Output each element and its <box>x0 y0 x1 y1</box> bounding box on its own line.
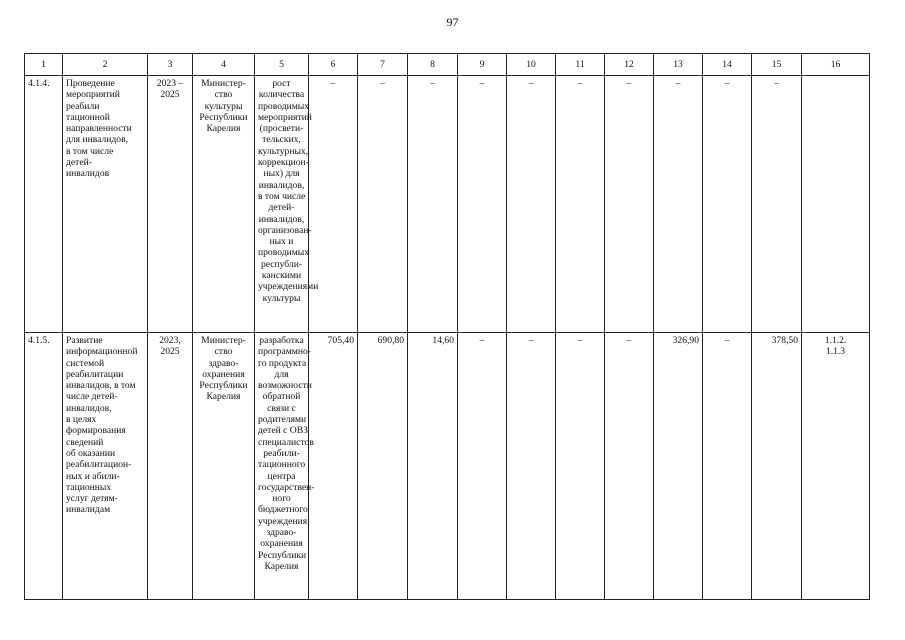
value-cell: – <box>556 76 605 333</box>
cell-text-line: инвалидов, в том <box>66 380 136 392</box>
cell-text-line: (просвети- <box>259 123 304 135</box>
value-cell: – <box>703 333 752 600</box>
cell-text-line: бюджетного <box>258 504 308 516</box>
cell-text-line: 1.1.2. <box>824 335 847 346</box>
cell-text-line: культурных, <box>258 145 309 157</box>
cell-text-line: обратной <box>262 391 301 403</box>
cell-text-line: реабили- <box>263 447 300 459</box>
cell-text-line: коррекцион- <box>258 157 309 169</box>
cell-text-line: формирования <box>66 425 126 437</box>
cell-text-line: 2025 <box>160 89 180 101</box>
value-cell: 690,80 <box>358 333 408 600</box>
cell-text-line: связи с <box>267 402 296 414</box>
cell-text-line: 2025 <box>160 346 180 358</box>
cell-text-line: Карелия <box>264 560 299 572</box>
cell-text-line: детей- <box>268 202 295 214</box>
cell-text-line: го продукта <box>258 357 307 369</box>
cell-text-line: для <box>274 368 289 380</box>
value-cell: – <box>605 76 654 333</box>
cell-text-line: проводимых <box>258 100 310 112</box>
row-number: 4.1.5. <box>25 333 63 600</box>
cell-text-line: Карелия <box>206 391 241 403</box>
page-number: 97 <box>446 15 459 29</box>
cell-text-line: государствен- <box>258 481 315 493</box>
cell-text-line: реабилитации <box>66 368 124 380</box>
column-header: 11 <box>556 54 605 76</box>
cell-text-line: здраво- <box>266 527 297 539</box>
cell-text-line: специалистов <box>258 436 314 448</box>
cell-text-line: инвалидов, <box>66 402 112 414</box>
cell-text-line: числе детей- <box>66 391 118 403</box>
cell-text-line: охранения <box>202 368 245 380</box>
cell-text-line: родителями <box>258 414 307 426</box>
cell-text-line: рост <box>272 78 291 89</box>
value-cell: – <box>507 333 556 600</box>
cell-text-line: Развитие <box>66 335 103 346</box>
cell-text-line: разработка <box>259 335 304 346</box>
cell-text-line: в целях <box>66 414 97 426</box>
cell-text-line: Республики <box>199 380 248 392</box>
cell-text-line: тационных <box>66 481 112 493</box>
value-cell: 326,90 <box>654 333 703 600</box>
cell-text-line: культуры <box>204 100 243 112</box>
cell-text-line: Министер- <box>201 335 246 346</box>
cell-text-line: учреждения <box>258 515 308 527</box>
cell-text-line: Министер- <box>201 78 246 89</box>
cell-text-line: инвалидов <box>66 168 110 180</box>
cell-text-line: ных и <box>269 236 294 248</box>
column-header: 15 <box>752 54 802 76</box>
cell-text-line: тационного <box>258 459 306 471</box>
cell-text-line: мероприятий <box>258 111 312 123</box>
cell-text-line: охранения <box>260 538 303 550</box>
value-cell: – <box>408 76 458 333</box>
responsible-executor <box>193 76 255 333</box>
cell-text-line: организован- <box>258 224 312 236</box>
row-number: 4.1.4. <box>25 76 63 333</box>
column-header: 9 <box>458 54 507 76</box>
cell-text-line: центра <box>267 470 296 482</box>
cell-text-line: мероприятий <box>66 89 120 101</box>
responsible-executor <box>193 333 255 600</box>
cell-text-line: ного <box>272 493 291 505</box>
header-row <box>25 54 870 76</box>
cell-text-line: возможности <box>258 380 312 392</box>
cell-text-line: тельских, <box>262 134 301 146</box>
column-header: 5 <box>255 54 309 76</box>
value-cell: – <box>703 76 752 333</box>
column-header: 12 <box>605 54 654 76</box>
cell-text-line: Проведение <box>66 78 115 89</box>
value-cell: – <box>654 76 703 333</box>
column-header: 14 <box>703 54 752 76</box>
cell-text-line: в том числе <box>258 190 306 202</box>
column-header: 3 <box>148 54 193 76</box>
cell-text-line: детей- <box>66 157 92 169</box>
cell-text-line: услуг детям- <box>66 493 118 505</box>
cell-text-line: направленности <box>66 123 132 135</box>
cell-text-line: сведений <box>66 436 104 448</box>
cell-text-line: ство <box>214 89 233 101</box>
cell-text-line: республи- <box>260 258 303 270</box>
cell-text-line: ство <box>214 346 233 358</box>
expected-result <box>255 76 319 333</box>
table-row <box>25 76 870 333</box>
column-header: 16 <box>802 54 870 76</box>
cell-text-line: проводимых <box>258 247 310 259</box>
measure-name <box>63 333 148 600</box>
cell-text-line: учреждениями <box>258 281 319 293</box>
cell-text-line: программно- <box>258 346 311 358</box>
measure-name <box>63 76 148 333</box>
value-cell: – <box>309 76 358 333</box>
implementation-years <box>148 76 193 333</box>
cell-text-line: ных) для <box>263 168 300 180</box>
column-header: 2 <box>63 54 148 76</box>
cell-text-line: инвалидам <box>66 504 111 516</box>
cell-text-line: 2023, <box>159 335 181 346</box>
column-header: 7 <box>358 54 408 76</box>
cell-text-line: количества <box>258 89 305 101</box>
value-cell: – <box>605 333 654 600</box>
cell-text-line: реабилитацион- <box>66 459 132 471</box>
value-cell: – <box>507 76 556 333</box>
column-header: 8 <box>408 54 458 76</box>
table-row <box>25 333 870 600</box>
expected-result <box>255 333 315 600</box>
cell-text-line: для инвалидов, <box>66 134 129 146</box>
cell-text-line: Карелия <box>206 123 241 135</box>
cell-text-line: Республики <box>199 111 248 123</box>
cell-text-line: информационной <box>66 346 138 358</box>
cell-text-line: инвалидов, <box>258 179 305 191</box>
column-header: 6 <box>309 54 358 76</box>
cell-text-line: 1.1.3 <box>825 346 846 358</box>
linked-indicators <box>802 333 870 600</box>
cell-text-line: Республики <box>258 549 307 561</box>
column-header: 10 <box>507 54 556 76</box>
column-header: 1 <box>25 54 63 76</box>
cell-text-line: здраво- <box>208 357 239 369</box>
value-cell: – <box>458 333 507 600</box>
value-cell: – <box>358 76 408 333</box>
cell-text-line: ных и абили- <box>66 470 120 482</box>
cell-text-line: в том числе <box>66 145 114 157</box>
cell-text-line: системой <box>66 357 105 369</box>
cell-text-line: канскими <box>261 270 302 282</box>
cell-text-line: инвалидов, <box>258 213 305 225</box>
cell-text-line: 2023 – <box>156 78 184 89</box>
implementation-years <box>148 333 193 600</box>
value-cell: – <box>458 76 507 333</box>
cell-text-line: об оказании <box>66 447 116 459</box>
cell-text-line: реабили <box>66 100 100 112</box>
value-cell: – <box>556 333 605 600</box>
column-header: 13 <box>654 54 703 76</box>
cell-text-line: культуры <box>262 292 301 304</box>
value-cell: 378,50 <box>752 333 802 600</box>
column-header: 4 <box>193 54 255 76</box>
cell-text-line: детей с ОВЗ <box>258 425 308 437</box>
value-cell: 14,60 <box>408 333 458 600</box>
cell-text-line: тационной <box>66 111 110 123</box>
linked-indicators <box>802 76 870 333</box>
budget-table <box>24 53 870 600</box>
value-cell: 705,40 <box>309 333 358 600</box>
value-cell: – <box>752 76 802 333</box>
